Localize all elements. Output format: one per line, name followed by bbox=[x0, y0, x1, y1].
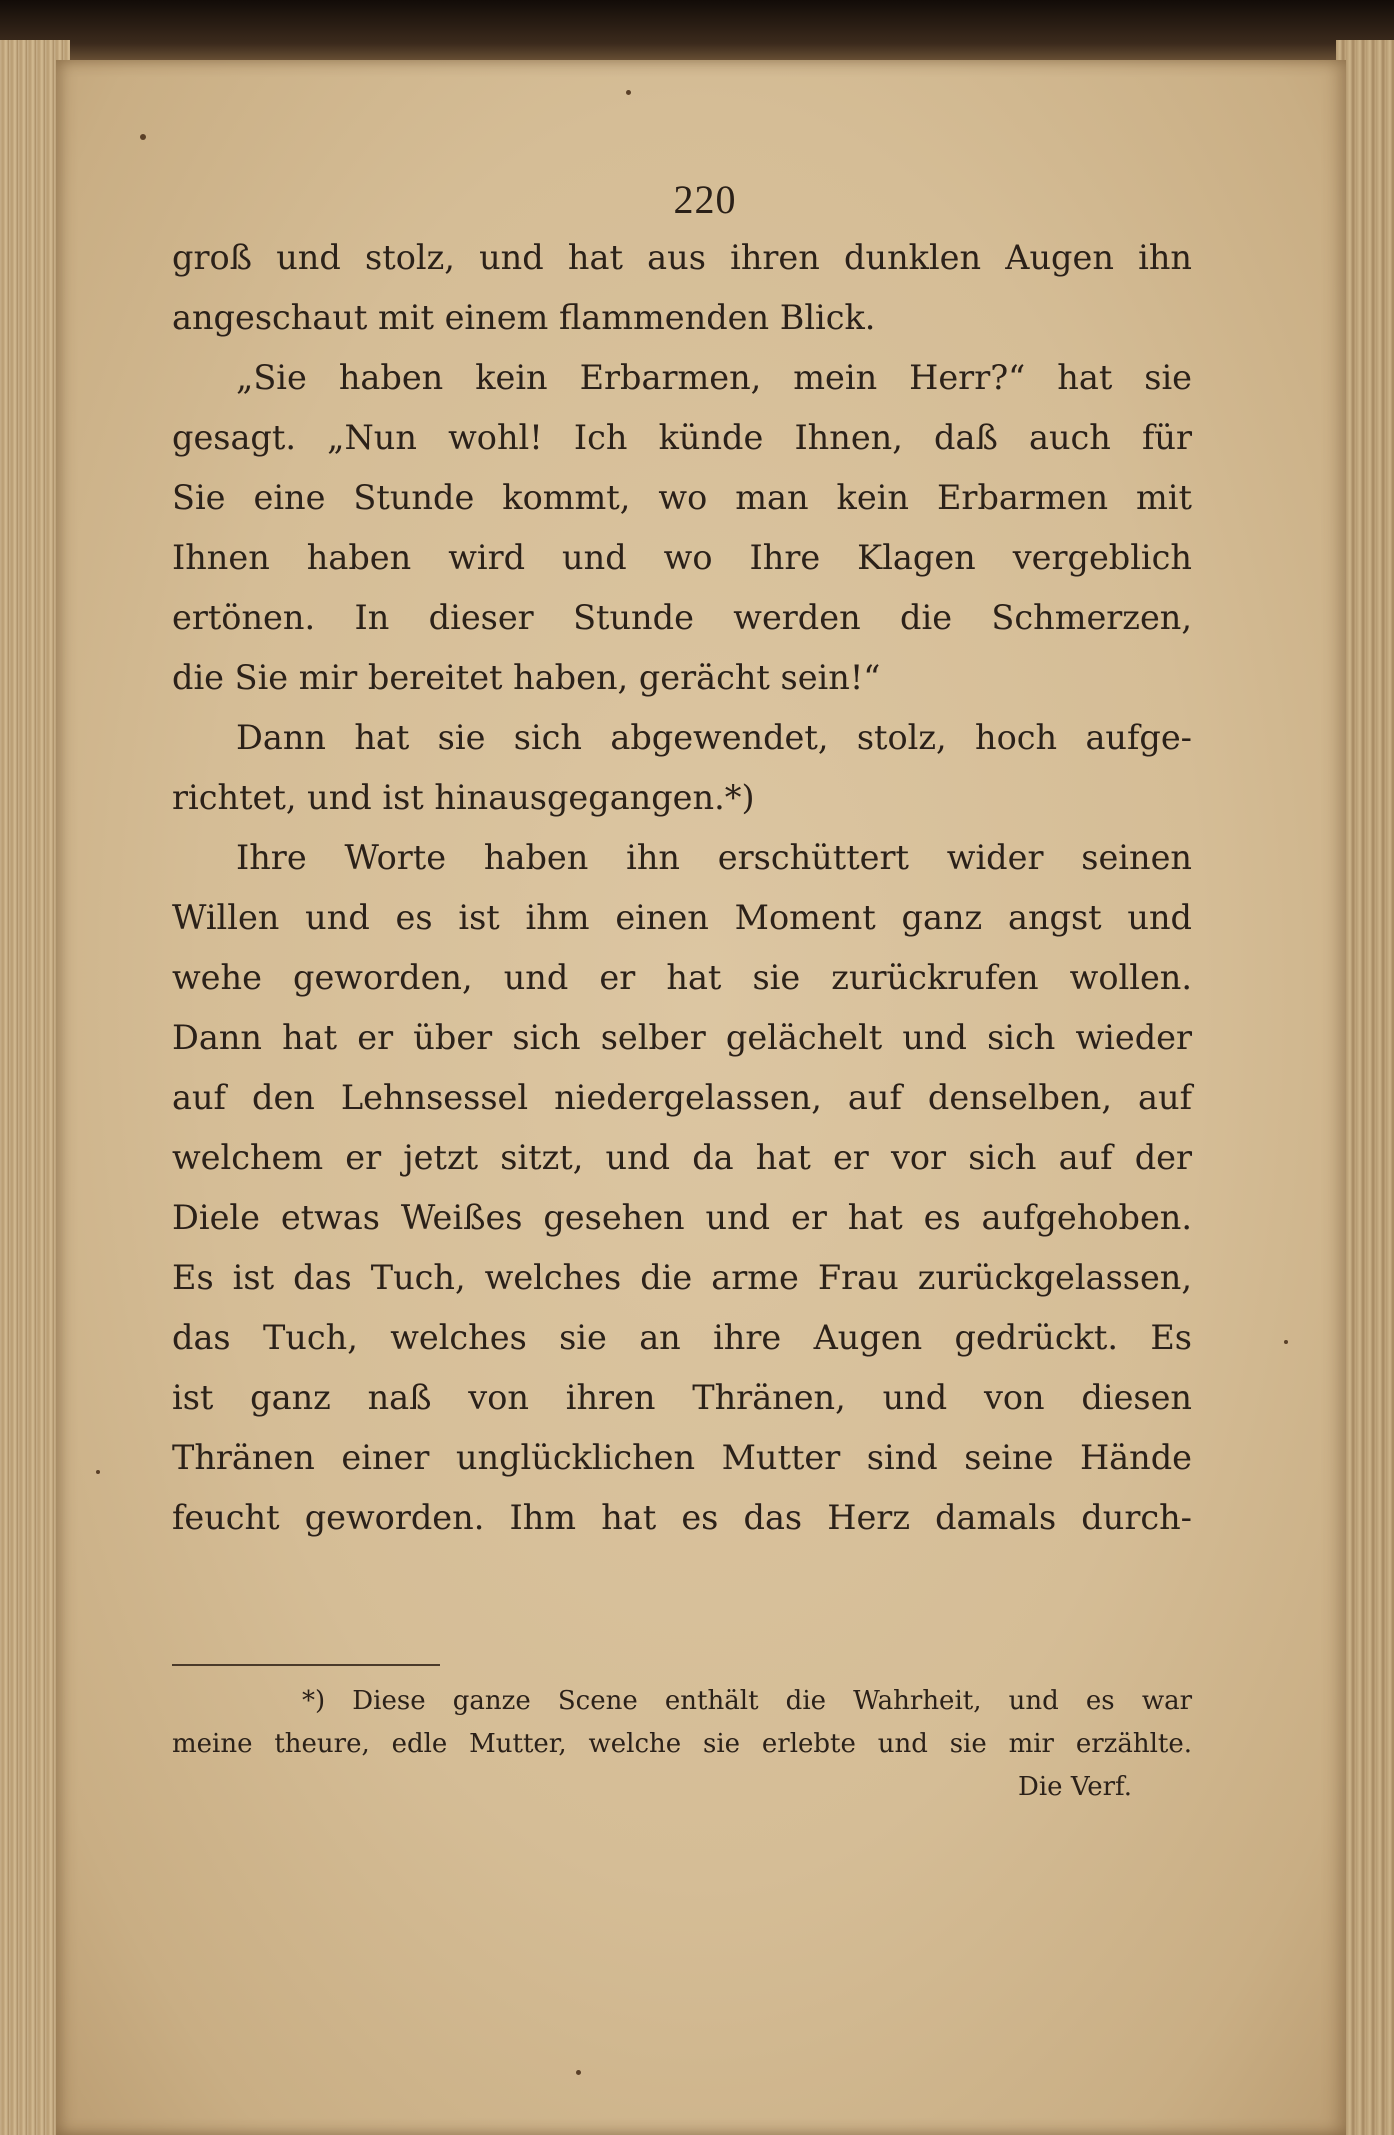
text-line: „Sie haben kein Erbarmen, mein Herr?“ hat sie bbox=[236, 358, 1192, 397]
text-line: ist ganz naß von ihren Thränen, und von diesen bbox=[172, 1378, 1192, 1417]
text-line: Ihre Worte haben ihn erschüttert wider seinen bbox=[236, 838, 1192, 877]
text-line: ertönen. In dieser Stunde werden die Schmerzen, bbox=[172, 598, 1192, 637]
text-line: richtet, und ist hinausgegangen.*) bbox=[172, 778, 755, 817]
footnote bbox=[172, 1680, 1192, 1809]
text-line: das Tuch, welches sie an ihre Augen gedrückt. Es bbox=[172, 1318, 1192, 1357]
text-line: groß und stolz, und hat aus ihren dunklen Augen ihn bbox=[172, 238, 1192, 277]
text-line: Diele etwas Weißes gesehen und er hat es aufgehoben. bbox=[172, 1198, 1192, 1237]
text-line: Thränen einer unglücklichen Mutter sind seine Hände bbox=[172, 1438, 1192, 1477]
text-line: auf den Lehnsessel niedergelassen, auf denselben, auf bbox=[172, 1078, 1192, 1117]
body-text bbox=[172, 228, 1192, 1548]
footnote-line: meine theure, edle Mutter, welche sie erlebte und sie mir erzählte. bbox=[172, 1729, 1192, 1759]
text-line: Es ist das Tuch, welches die arme Frau zurückgelassen, bbox=[172, 1258, 1192, 1297]
footnote-line: *) Diese ganze Scene enthält die Wahrheit, und es war bbox=[302, 1686, 1192, 1716]
text-line: Dann hat sie sich abgewendet, stolz, hoch aufge- bbox=[236, 718, 1192, 757]
book-binding-edge bbox=[0, 0, 1394, 62]
text-line: wehe geworden, und er hat sie zurückrufen wollen. bbox=[172, 958, 1192, 997]
page-number: 220 bbox=[673, 177, 737, 222]
text-line: Sie eine Stunde kommt, wo man kein Erbarmen mit bbox=[172, 478, 1192, 517]
text-line: Willen und es ist ihm einen Moment ganz angst und bbox=[172, 898, 1192, 937]
text-line: feucht geworden. Ihm hat es das Herz damals durch- bbox=[172, 1498, 1192, 1537]
text-line: gesagt. „Nun wohl! Ich künde Ihnen, daß auch für bbox=[172, 418, 1192, 457]
text-line: Dann hat er über sich selber gelächelt und sich wieder bbox=[172, 1018, 1192, 1057]
text-line: Ihnen haben wird und wo Ihre Klagen vergeblich bbox=[172, 538, 1192, 577]
text-line: angeschaut mit einem flammenden Blick. bbox=[172, 298, 876, 337]
footnote-signature: Die Verf. bbox=[1018, 1772, 1132, 1802]
text-line: welchem er jetzt sitzt, und da hat er vor sich auf der bbox=[172, 1138, 1192, 1177]
text-line: die Sie mir bereitet haben, gerächt sein!“ bbox=[172, 658, 881, 697]
footnote-divider bbox=[172, 1664, 440, 1666]
